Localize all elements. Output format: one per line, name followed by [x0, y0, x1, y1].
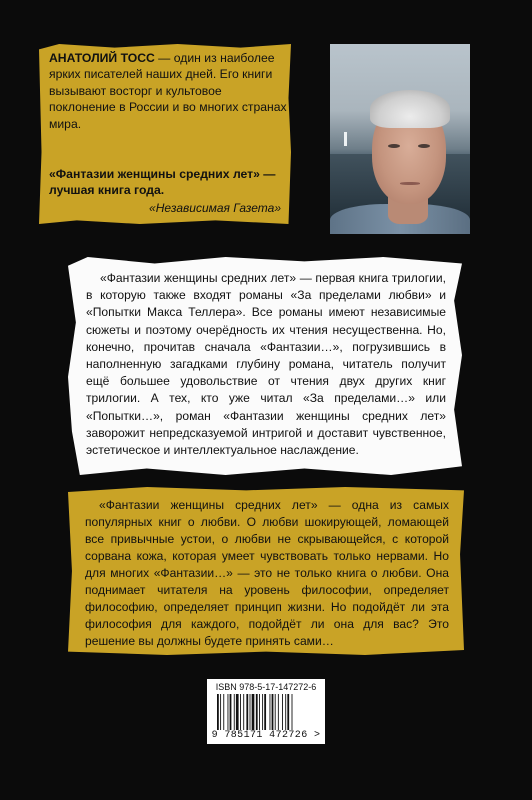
author-name: АНАТОЛИЙ ТОСС [49, 51, 155, 65]
author-photo [330, 44, 470, 234]
book-description: «Фантазии женщины средних лет» — первая книга трилогии, в которую также входят романы «За пределами любви» и «Попытки Макса Теллера». Все романы имеют независимые сюжеты и поэтому очерёдность их чтения несущественна. Но, конечно, прочитав сначала «Фантазии…», погрузившись в наполненную загадками глубину романа, читатель получит ещё большее удовольствие от чтения двух других книг трилогии. А тех, кто уже читал «За пределами…» или «Попытки…», роман «Фантазии женщины средних лет» заворожит непредсказуемой интригой и доставит чувственное, эстетическое и интеллектуальное наслаждение. [86, 271, 446, 458]
photo-eye-right [418, 144, 430, 148]
author-bio [49, 50, 287, 132]
review-source: «Независимая Газета» [149, 201, 281, 215]
photo-mouth [400, 182, 420, 185]
isbn-label: ISBN 978-5-17-147272-6 [215, 682, 317, 692]
barcode-icon [217, 694, 317, 730]
sailboat [344, 132, 347, 146]
photo-hair [370, 90, 450, 128]
review-quote: «Фантазии женщины средних лет» — лучшая книга года. [49, 167, 276, 198]
author-bio-text: — один из наиболее ярких писателей наших дней. Его книги вызывают восторг и культовое поклонение в России и во многих странах мира. [49, 51, 287, 131]
barcode-digits: 9 785171 472726 > [211, 730, 321, 741]
photo-eye-left [388, 144, 400, 148]
book-summary: «Фантазии женщины средних лет» — одна из самых популярных книг о любви. О любви шокирующей, ломающей все привычные устои, о любви не скрывающейся, с которой сорвана кожа, которая умеет чувствовать только нервами. Но для многих «Фантазии…» — это не только книга о любви. Она поднимает читателя на уровень философии, определяет философию, определяет принцип жизни. Но подойдёт ли эта философия для каждого, подойдёт ли она для вас? Это решение вы должны будете принять сами… [85, 498, 449, 648]
barcode-block [207, 679, 325, 744]
